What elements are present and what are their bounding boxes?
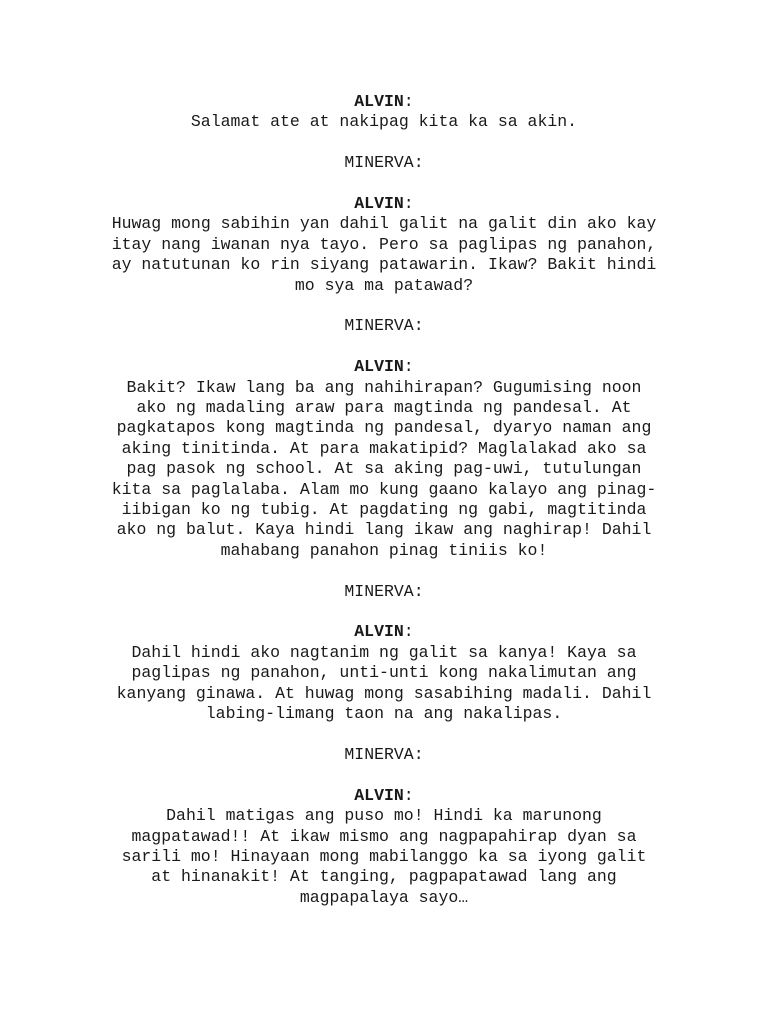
speaker-label-alvin: [84, 92, 684, 112]
dialogue-line: kanyang ginawa. At huwag mong sasabihing madali. Dahil: [116, 683, 652, 703]
speaker-name: ALVIN: [354, 357, 404, 377]
dialogue-line: Bakit? Ikaw lang ba ang nahihirapan? Gugumising noon: [126, 377, 642, 397]
dialogue-line: at hinanakit! At tanging, pagpapatawad lang ang: [151, 867, 617, 887]
dialogue-line: mo sya ma patawad?: [294, 275, 474, 295]
dialogue-line: itay nang iwanan nya tayo. Pero sa paglipas ng panahon,: [111, 234, 657, 254]
speaker-name: MINERVA: [344, 316, 414, 336]
speaker-colon: :: [403, 785, 414, 805]
dialogue-line: magpapalaya sayo…: [299, 887, 469, 907]
blank-line: [84, 337, 684, 357]
speaker-name: MINERVA: [344, 581, 414, 601]
speaker-label-alvin: [84, 357, 684, 377]
speaker-name: MINERVA: [344, 153, 414, 173]
speaker-colon: :: [413, 581, 424, 601]
dialogue-line: ako ng madaling araw para magtinda ng pandesal. At: [136, 398, 632, 418]
speaker-label-minerva: [84, 745, 684, 765]
speaker-name: ALVIN: [354, 92, 404, 111]
blank-line: [84, 133, 684, 153]
dialogue-line: iibigan ko ng tubig. At pagdating ng gabi, magtitinda: [121, 500, 647, 520]
dialogue-line: labing-limang taon na ang nakalipas.: [205, 704, 563, 724]
speaker-label-alvin: [84, 786, 684, 806]
speaker-colon: :: [403, 622, 414, 642]
speaker-colon: :: [413, 316, 424, 336]
blank-line: [84, 602, 684, 622]
blank-line: [84, 174, 684, 194]
dialogue-line: ako ng balut. Kaya hindi lang ikaw ang naghirap! Dahil: [116, 520, 652, 540]
speaker-colon: :: [413, 153, 424, 173]
dialogue-line: ay natutunan ko rin siyang patawarin. Ikaw? Bakit hindi: [111, 255, 657, 275]
speaker-label-minerva: [84, 153, 684, 173]
dialogue-line: Huwag mong sabihin yan dahil galit na galit din ako kay: [111, 214, 657, 234]
dialogue-line: pag pasok ng school. At sa aking pag-uwi, tutulungan: [126, 459, 642, 479]
dialogue-line: pagkatapos kong magtinda ng pandesal, dyaryo naman ang: [116, 418, 652, 438]
dialogue-line: aking tinitinda. At para makatipid? Maglalakad ako sa: [121, 438, 647, 458]
speaker-name: ALVIN: [354, 785, 404, 805]
speaker-name: ALVIN: [354, 194, 404, 213]
speaker-label-minerva: [84, 582, 684, 602]
dialogue-container: [84, 92, 684, 908]
dialogue-line: magpatawad!! At ikaw mismo ang nagpapahirap dyan sa: [131, 826, 637, 846]
speaker-label-alvin: [84, 194, 684, 214]
dialogue-line: sarili mo! Hinayaan mong mabilanggo ka sa iyong galit: [121, 846, 647, 866]
dialogue-line: Dahil hindi ako nagtanim ng galit sa kanya! Kaya sa: [131, 642, 637, 662]
speaker-colon: :: [403, 357, 414, 377]
speaker-name: MINERVA: [344, 744, 414, 764]
speaker-name: ALVIN: [354, 622, 404, 642]
dialogue-line: Salamat ate at nakipag kita ka sa akin.: [190, 112, 578, 132]
blank-line: [84, 725, 684, 745]
blank-line: [84, 765, 684, 785]
speaker-label-minerva: [84, 316, 684, 336]
speaker-colon: :: [403, 92, 414, 111]
dialogue-line: mahabang panahon pinag tiniis ko!: [220, 540, 548, 560]
dialogue-line: Dahil matigas ang puso mo! Hindi ka marunong: [166, 806, 602, 826]
dialogue-line: paglipas ng panahon, unti-unti kong nakalimutan ang: [131, 663, 637, 683]
speaker-colon: :: [413, 744, 424, 764]
speaker-label-alvin: [84, 622, 684, 642]
blank-line: [84, 296, 684, 316]
dialogue-line: kita sa paglalaba. Alam mo kung gaano kalayo ang pinag-: [111, 479, 657, 499]
speaker-colon: :: [403, 194, 414, 213]
blank-line: [84, 561, 684, 581]
